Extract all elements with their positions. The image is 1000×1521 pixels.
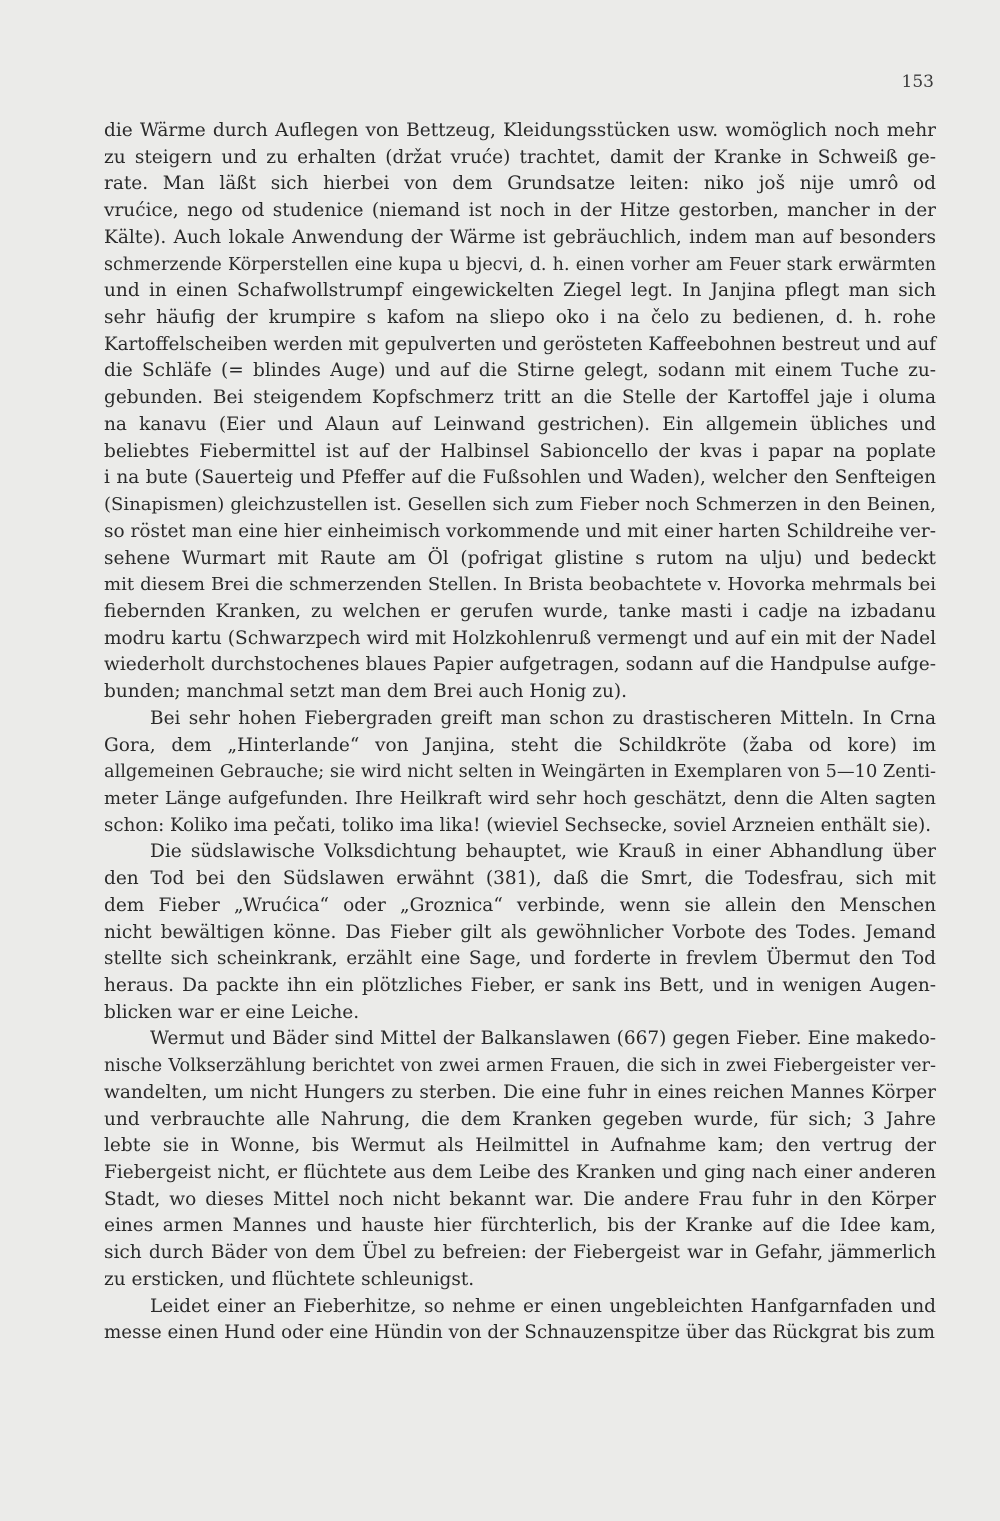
paragraph [104,839,936,1026]
text-line: zu steigern und zu erhalten (držat vruće) trachtet, damit der Kranke in Schweiß ge- [104,146,936,168]
text-line: rate. Man läßt sich hierbei von dem Grundsatze leiten: niko još nije umrô od [104,173,936,195]
text-line: gebunden. Bei steigendem Kopfschmerz tritt an die Stelle der Kartoffel jaje i oluma [104,387,936,409]
text-line: nische Volkserzählung berichtet von zwei armen Frauen, die sich in zwei Fiebergeister ver- [104,1056,936,1077]
text-line: Bei sehr hohen Fiebergraden greift man schon zu drastischeren Mitteln. In Crna [150,707,936,729]
text-line: i na bute (Sauerteig und Pfeffer auf die Fußsohlen und Waden), welcher den Senfteigen [104,467,936,489]
text-line: allgemeinen Gebrauche; sie wird nicht selten in Weingärten in Exemplaren von 5—10 Zenti- [104,762,936,783]
text-line: lebte sie in Wonne, bis Wermut als Heilmittel in Aufnahme kam; den vertrug der [104,1135,936,1157]
text-line: dem Fieber „Wrućica“ oder „Groznica“ verbinde, wenn sie allein den Menschen [104,894,936,916]
text-line: schmerzende Körperstellen eine kupa u bjecvi, d. h. einen vorher am Feuer stark erwärmten [104,254,936,275]
text-line: sich durch Bäder von dem Übel zu befreien: der Fiebergeist war in Gefahr, jämmerlich [104,1242,936,1264]
text-line: stellte sich scheinkrank, erzählt eine Sage, und forderte in frevlem Übermut den Tod [104,948,936,970]
page-number: 153 [901,72,934,92]
text-line: Stadt, wo dieses Mittel noch nicht bekannt war. Die andere Frau fuhr in den Körper [104,1188,936,1210]
text-line: schon: Koliko ima pečati, toliko ima lika! (wieviel Sechsecke, soviel Arzneien enthält sie). [104,814,931,836]
text-line: und verbrauchte alle Nahrung, die dem Kranken gegeben wurde, für sich; 3 Jahre [104,1108,936,1130]
text-line: sehene Wurmart mit Raute am Öl (pofrigat glistine s rutom na ulju) und bedeckt [104,547,936,569]
text-line: Kälte). Auch lokale Anwendung der Wärme ist gebräuchlich, indem man auf besonders [104,226,936,248]
text-line: die Wärme durch Auflegen von Bettzeug, Kleidungsstücken usw. womöglich noch mehr [104,120,936,141]
text-line: nicht bewältigen könne. Das Fieber gilt als gewöhnlicher Vorbote des Todes. Jemand [104,921,936,943]
text-line: den Tod bei den Südslawen erwähnt (381), daß die Smrt, die Todesfrau, sich mit [104,868,936,890]
text-line: mit diesem Brei die schmerzenden Stellen. In Brista beobachtete v. Hovorka mehrmals bei [104,574,936,596]
text-line: vrućice, nego od studenice (niemand ist noch in der Hitze gestorben, mancher in der [104,200,936,222]
text-line: Fiebergeist nicht, er flüchtete aus dem Leibe des Kranken und ging nach einer anderen [104,1162,936,1184]
text-line: blicken war er eine Leiche. [104,1001,360,1023]
paragraph [104,1026,936,1293]
paragraph [104,118,936,706]
text-line: und in einen Schafwollstrumpf eingewickelten Ziegel legt. In Janjina pflegt man sich [104,280,936,302]
text-line: Gora, dem „Hinterlande“ von Janjina, steht die Schildkröte (žaba od kore) im [104,734,936,756]
text-line: die Schläfe (= blindes Auge) und auf die Stirne gelegt, sodann mit einem Tuche zu- [104,360,936,382]
text-line: modru kartu (Schwarzpech wird mit Holzkohlenruß vermengt und auf ein mit der Nadel [104,627,936,649]
text-line: Die südslawische Volksdichtung behauptet, wie Krauß in einer Abhandlung über [150,841,936,863]
paragraph [104,1294,936,1347]
text-line: eines armen Mannes und hauste hier fürchterlich, bis der Kranke auf die Idee kam, [104,1215,936,1237]
text-line: na kanavu (Eier und Alaun auf Leinwand gestrichen). Ein allgemein übliches und [104,413,936,435]
text-line: Wermut und Bäder sind Mittel der Balkanslawen (667) gegen Fieber. Eine makedo- [150,1028,936,1050]
text-line: sehr häufig der krumpire s kafom na sliepo oko i na čelo zu bedienen, d. h. rohe [104,307,936,329]
paragraph [104,706,936,840]
text-line: so röstet man eine hier einheimisch vorkommende und mit einer harten Schildreihe ver- [104,520,936,542]
text-line: zu ersticken, und flüchtete schleunigst. [104,1268,475,1290]
text-line: Kartoffelscheiben werden mit gepulverten und gerösteten Kaffeebohnen bestreut und auf [104,333,936,355]
text-line: fiebernden Kranken, zu welchen er gerufen wurde, tanke masti i cadje na izbadanu [104,600,936,622]
text-line: heraus. Da packte ihn ein plötzliches Fieber, er sank ins Bett, und in wenigen Augen- [104,975,936,996]
text-line: wandelten, um nicht Hungers zu sterben. Die eine fuhr in eines reichen Mannes Körper [104,1081,936,1103]
text-line: bunden; manchmal setzt man dem Brei auch Honig zu). [104,681,628,703]
text-line: (Sinapismen) gleichzustellen ist. Gesellen sich zum Fieber noch Schmerzen in den Beinen, [104,494,936,516]
text-line: meter Länge aufgefunden. Ihre Heilkraft wird sehr hoch geschätzt, denn die Alten sagten [104,787,936,809]
text-line: messe einen Hund oder eine Hündin von der Schnauzenspitze über das Rückgrat bis zum [104,1322,935,1344]
text-line: wiederholt durchstochenes blaues Papier aufgetragen, sodann auf die Handpulse aufge- [104,654,936,676]
body-text [104,118,936,1347]
text-line: beliebtes Fiebermittel ist auf der Halbinsel Sabioncello der kvas i papar na poplate [104,440,936,462]
text-line: Leidet einer an Fieberhitze, so nehme er einen ungebleichten Hanfgarnfaden und [150,1295,936,1317]
